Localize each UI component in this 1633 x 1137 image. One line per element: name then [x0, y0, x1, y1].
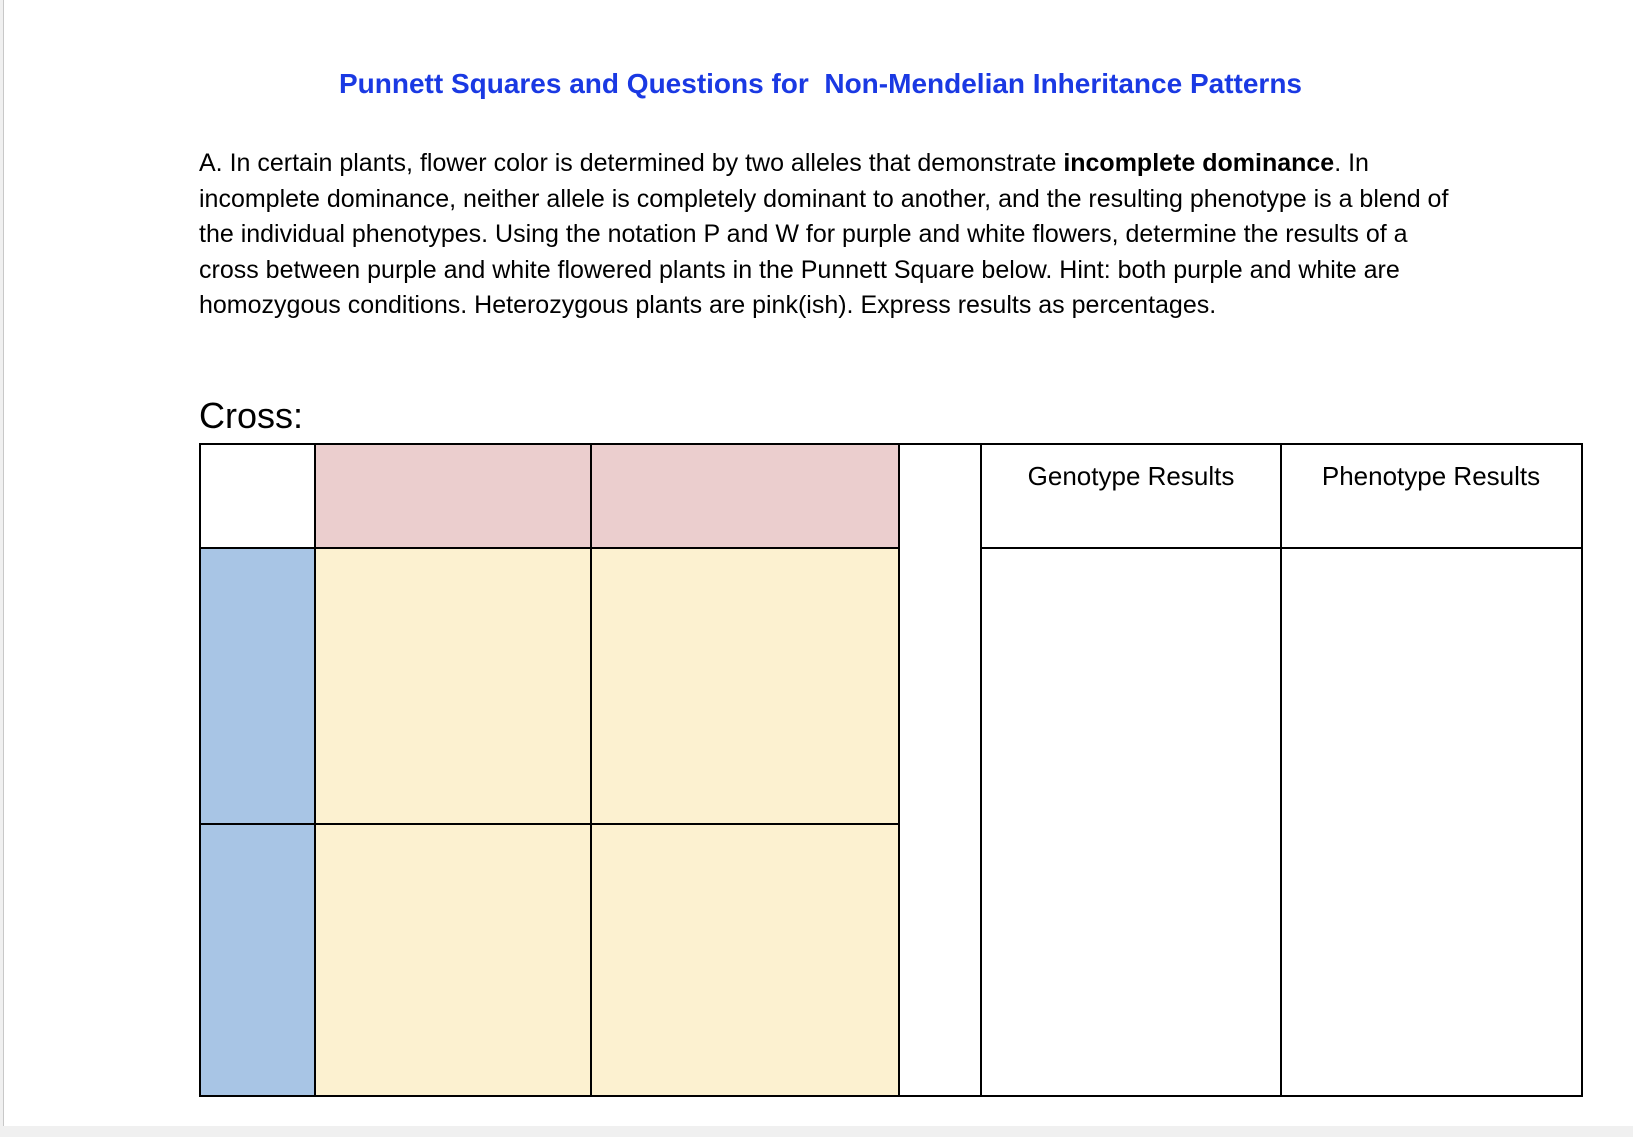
page-title: Punnett Squares and Questions for Non-Mendelian Inheritance Patterns [338, 68, 1303, 99]
parent-left-allele-1[interactable] [201, 548, 315, 824]
grid-line [1280, 445, 1282, 1095]
phenotype-results-cell[interactable] [1281, 548, 1581, 1095]
grid-line [201, 823, 899, 825]
genotype-header-cell[interactable] [981, 445, 1281, 548]
spacer-column [899, 445, 981, 1095]
punnett-table [199, 443, 1583, 1097]
parent-top-allele-1[interactable] [315, 445, 591, 548]
cross-label: Cross: [199, 395, 304, 436]
grid-line [898, 445, 900, 1095]
corner-cell[interactable] [201, 445, 315, 548]
grid-line [981, 547, 1581, 549]
question-a-bold-term: incomplete dominance [1063, 149, 1335, 177]
document-page [3, 0, 1633, 1126]
grid-line [201, 547, 899, 549]
offspring-cell-2-2[interactable] [591, 824, 899, 1095]
parent-left-allele-2[interactable] [201, 824, 315, 1095]
grid-line [314, 445, 316, 1095]
phenotype-header: Phenotype Results [1321, 461, 1541, 491]
offspring-cell-1-2[interactable] [591, 548, 899, 824]
parent-top-allele-2[interactable] [591, 445, 899, 548]
genotype-results-cell[interactable] [981, 548, 1281, 1095]
offspring-cell-2-1[interactable] [315, 824, 591, 1095]
grid-line [980, 445, 982, 1095]
question-a [199, 146, 1459, 324]
question-a-text-1: A. In certain plants, flower color is determined by two alleles that demonstrate [199, 149, 1064, 177]
grid-line [590, 445, 592, 1095]
offspring-cell-1-1[interactable] [315, 548, 591, 824]
question-a-text-2: . In incomplete dominance, neither allele is completely dominant to another, and the resulting phenotype is a blend of the individual phenotypes. Using the notation P and W for purple and white flowers, determine the results of a cross between purple and white flowered plants in the Punnett Square below. Hint: both purple and white are homozygous conditions. Heterozygous plants are pink(ish). Express results as percentages. [199, 149, 1449, 319]
genotype-header: Genotype Results [1027, 461, 1235, 491]
phenotype-header-cell[interactable] [1281, 445, 1581, 548]
